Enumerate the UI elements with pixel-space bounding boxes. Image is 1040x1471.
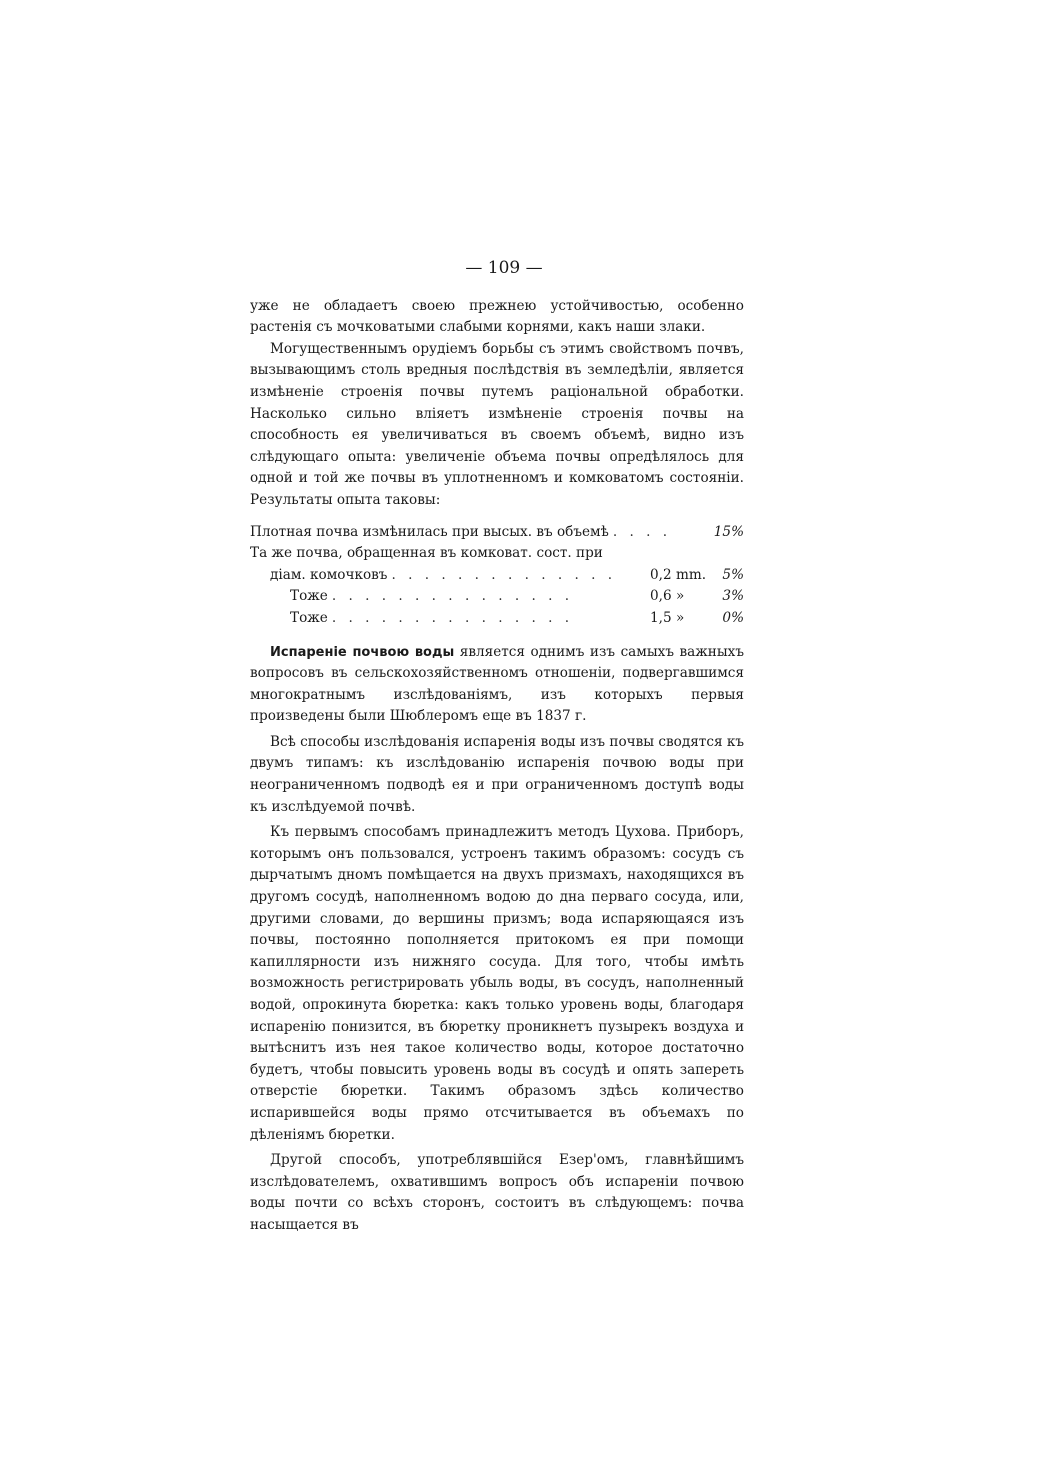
paragraph-1: уже не обладаетъ своею прежнею устойчивостью, особенно растенія съ мочковатыми слабыми корнями, какъ наши злаки. xyxy=(250,297,744,336)
leader-dots: . . . . . . . . . . . . . . . xyxy=(331,588,574,605)
leader-dots: . . . . . . . . . . . . . . xyxy=(391,566,617,583)
row-label: діам. комочковъ xyxy=(270,566,388,583)
row-diameter: 0,2 mm. xyxy=(650,566,707,583)
evaporation-text: является однимъ изъ самыхъ важныхъ вопросовъ въ сельскохозяйственномъ отношеніи, подвергавшимся многократнымъ изслѣдованіямъ, изъ которыхъ первыя произведены были Шюблеромъ еще въ 1837 г. xyxy=(250,643,744,725)
section-lead: Испареніе почвою воды xyxy=(270,644,455,660)
page-number: — 109 — xyxy=(465,258,543,278)
paragraph-zukhov: Къ первымъ способамъ принадлежитъ методъ Цухова. Приборъ, которымъ онъ пользовался, устроенъ такимъ образомъ: сосудъ съ дырчатымъ дномъ помѣщается на двухъ призмахъ, находящихся въ другомъ сосудѣ, наполненномъ водою до дна перваго сосуда, или, другими словами, до вершины призмъ; вода испаряющаяся изъ почвы, постоянно пополняется притокомъ ея при помощи капиллярности изъ нижняго сосуда. Для того, чтобы имѣть возможность регистрировать убыль воды, въ сосудъ, наполненный водой, опрокинута бюретка: какъ только уровень воды, благодаря испаренію понизится, въ бюретку проникнетъ пузырекъ воздуха и вытѣснитъ изъ нея такое количество воды, которое достаточно будетъ, чтобы повысить уровень воды въ сосудѣ и опять запереть отверстіе бюретки. Такимъ образомъ здѣсь количество испарившейся воды прямо отсчитывается въ объемахъ по дѣленіямъ бюретки. xyxy=(250,824,744,1143)
row-value: 15% xyxy=(713,523,744,540)
row-label: Тоже xyxy=(290,588,328,605)
row-label: Та же почва, обращенная въ комковат. сост. при xyxy=(250,545,603,562)
row-diameter: 1,5 » xyxy=(650,609,685,626)
evaporation-paragraph xyxy=(250,642,744,728)
row-diameter: 0,6 » xyxy=(650,588,685,605)
paragraph-methods: Всѣ способы изслѣдованія испаренія воды изъ почвы сводятся къ двумъ типамъ: къ изслѣдованію испаренія почвою воды при неограниченномъ подводѣ ея и при ограниченномъ доступѣ воды къ изслѣдуемой почвѣ. xyxy=(250,733,744,815)
paragraph-ezer: Другой способъ, употреблявшійся Езер'омъ, главнѣйшимъ изслѣдователемъ, охватившимъ вопросъ объ испареніи почвою воды почти со всѣхъ сторонъ, состоитъ въ слѣдующемъ: почва насыщается въ xyxy=(250,1152,744,1233)
paragraph-2: Могущественнымъ орудіемъ борьбы съ этимъ свойствомъ почвъ, вызывающимъ столь вредныя послѣдствія въ земледѣліи, является измѣненіе строенія почвы путемъ раціональной обработки. Насколько сильно вліяетъ измѣненіе строенія почвы на способность ея увеличиваться въ своемъ объемѣ, видно изъ слѣдующаго опыта: увеличеніе объема почвы опредѣлялось для одной и той же почвы въ уплотненномъ и комковатомъ состояніи. Результаты опыта таковы: xyxy=(250,340,744,508)
table-row xyxy=(250,565,744,587)
table-row xyxy=(250,586,744,608)
results-table xyxy=(250,522,744,630)
book-page xyxy=(250,258,744,1237)
leader-dots: . . . . xyxy=(612,523,672,540)
table-row xyxy=(250,608,744,630)
row-label: Тоже xyxy=(290,609,328,626)
row-value: 3% xyxy=(722,588,744,605)
row-value: 5% xyxy=(722,566,744,583)
row-value: 0% xyxy=(722,609,744,626)
table-row xyxy=(250,543,744,565)
table-row xyxy=(250,522,744,544)
row-label: Плотная почва измѣнилась при высых. въ объемѣ xyxy=(250,523,609,540)
leader-dots: . . . . . . . . . . . . . . . xyxy=(331,609,574,626)
